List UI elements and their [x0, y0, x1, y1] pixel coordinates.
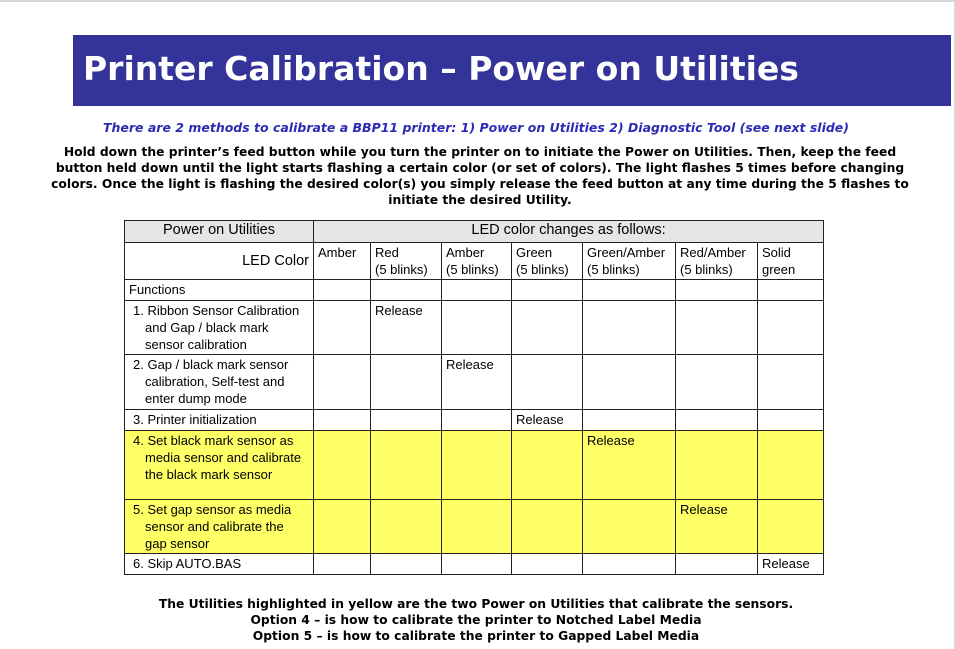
- color-cell: Amber: [314, 243, 371, 280]
- led-color-row: [125, 243, 824, 280]
- release-cell: Release: [758, 553, 824, 574]
- table-row: [125, 410, 824, 430]
- color-header: LED color changes as follows:: [314, 221, 824, 243]
- title-banner: [73, 35, 951, 106]
- color-cell: Red/Amber (5 blinks): [676, 243, 758, 280]
- led-color-label: LED Color: [125, 243, 314, 280]
- color-cell: Green (5 blinks): [512, 243, 583, 280]
- release-cell: Release: [676, 499, 758, 553]
- color-cell: Red (5 blinks): [371, 243, 442, 280]
- table-row-highlighted: [125, 430, 824, 499]
- frame-top-border: [0, 0, 956, 2]
- color-cell: Green/Amber (5 blinks): [583, 243, 676, 280]
- table-row: [125, 301, 824, 355]
- color-cell: Amber (5 blinks): [442, 243, 512, 280]
- footer-notes: [0, 596, 952, 644]
- release-cell: Release: [583, 430, 676, 499]
- release-cell: Release: [371, 301, 442, 355]
- table-row: [125, 553, 824, 574]
- table-row: [125, 355, 824, 410]
- table-row-highlighted: [125, 499, 824, 553]
- subtitle: There are 2 methods to calibrate a BBP11 printer: 1) Power on Utilities 2) Diagnostic Tool (see next slide): [102, 120, 850, 135]
- function-label: 6. Skip AUTO.BAS: [125, 553, 314, 574]
- footer-line-3: Option 5 – is how to calibrate the printer to Gapped Label Media: [252, 629, 700, 643]
- release-cell: Release: [442, 355, 512, 410]
- corner-header: Power on Utilities: [125, 221, 314, 243]
- functions-row: [125, 280, 824, 301]
- function-label: 3. Printer initialization: [125, 410, 314, 430]
- table-header-row: [125, 221, 824, 243]
- function-label: 2. Gap / black mark sensor calibration, Self-test and enter dump mode: [125, 355, 314, 410]
- footer-line-2: Option 4 – is how to calibrate the printer to Notched Label Media: [250, 613, 702, 627]
- page-title: Printer Calibration – Power on Utilities: [83, 49, 799, 88]
- footer-line-1: The Utilities highlighted in yellow are the two Power on Utilities that calibrate the sensors.: [158, 597, 794, 611]
- color-cell: Solid green: [758, 243, 824, 280]
- function-label: 4. Set black mark sensor as media sensor and calibrate the black mark sensor: [125, 430, 314, 499]
- functions-label: Functions: [125, 280, 314, 301]
- release-cell: Release: [512, 410, 583, 430]
- intro-paragraph: Hold down the printer’s feed button while you turn the printer on to initiate the Power on Utilities. Then, keep the feed button held down until the light starts flashing a certain color (or set of colors). The light flashes 5 times before changing colors. Once the light is flashing the desired color(s) you simply release the feed button at any time during the 5 flashes to initiate the desired Utility.: [51, 145, 909, 207]
- utilities-table: [124, 220, 824, 575]
- function-label: 1. Ribbon Sensor Calibration and Gap / black mark sensor calibration: [125, 301, 314, 355]
- function-label: 5. Set gap sensor as media sensor and calibrate the gap sensor: [125, 499, 314, 553]
